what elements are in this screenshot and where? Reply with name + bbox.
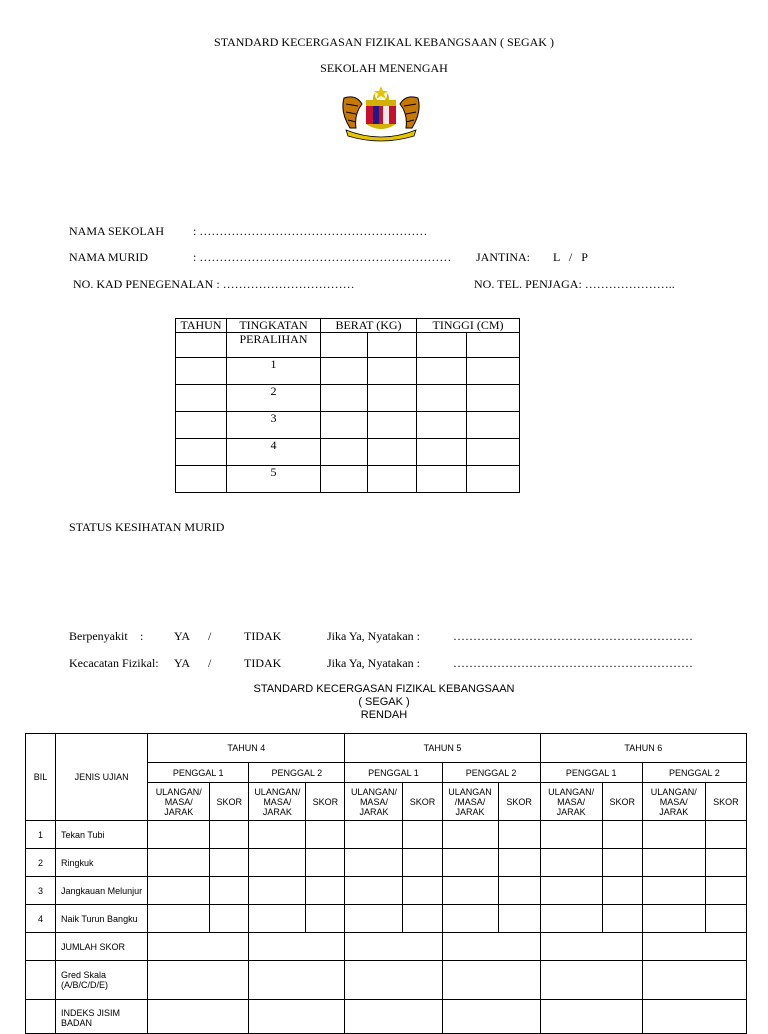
table-cell[interactable]	[442, 961, 540, 1000]
table-cell[interactable]	[642, 877, 705, 905]
table-cell[interactable]	[345, 877, 403, 905]
ulangan-header: ULANGAN /MASA/ JARAK	[442, 783, 498, 821]
table-cell[interactable]	[345, 821, 403, 849]
table-cell[interactable]	[642, 961, 746, 1000]
table-cell[interactable]	[705, 821, 746, 849]
table-cell[interactable]	[403, 905, 442, 933]
table-cell[interactable]	[540, 905, 602, 933]
table-cell[interactable]	[345, 849, 403, 877]
table-cell[interactable]	[705, 905, 746, 933]
table-cell[interactable]	[368, 333, 417, 358]
table-cell[interactable]	[442, 821, 498, 849]
table-row	[26, 877, 747, 905]
skor-header: SKOR	[705, 783, 746, 821]
table-cell[interactable]	[321, 412, 368, 439]
bil-header: BIL	[26, 734, 56, 821]
table-cell[interactable]	[467, 333, 520, 358]
status-heading: STATUS KESIHATAN MURID	[69, 520, 225, 534]
section2-title: STANDARD KECERGASAN FIZIKAL KEBANGSAAN	[253, 683, 515, 695]
bil-cell: 3	[26, 877, 56, 905]
table-cell[interactable]	[705, 849, 746, 877]
skor-header: SKOR	[498, 783, 540, 821]
ulangan-header: ULANGAN/ MASA/ JARAK	[642, 783, 705, 821]
tingkatan-value: 4	[227, 439, 321, 466]
bil-cell: 4	[26, 905, 56, 933]
tinggi-header: TINGGI (CM)	[417, 319, 520, 333]
table-row	[176, 385, 520, 412]
ya-option[interactable]: YA	[174, 629, 191, 643]
indeks-jisim-label: INDEKS JISIM BADAN	[56, 1000, 148, 1034]
table-cell[interactable]	[368, 385, 417, 412]
kad-pengenalan-field[interactable]: NO. KAD PENEGENALAN : ……………………………	[73, 277, 355, 291]
table-row	[176, 358, 520, 385]
section2-subtitle: ( SEGAK )	[358, 696, 410, 708]
tingkatan-value: 5	[227, 466, 321, 493]
table-cell[interactable]	[148, 877, 210, 905]
table-cell[interactable]	[148, 821, 210, 849]
berat-header: BERAT (KG)	[321, 319, 417, 333]
section2-level: RENDAH	[360, 709, 408, 721]
table-row	[176, 412, 520, 439]
tahun4-header: TAHUN 4	[148, 734, 345, 763]
table-cell[interactable]	[249, 905, 306, 933]
table-cell[interactable]	[602, 877, 642, 905]
jantina-label: JANTINA:	[476, 250, 530, 264]
table-cell[interactable]	[540, 849, 602, 877]
table-cell[interactable]	[467, 412, 520, 439]
penggal1-header: PENGGAL 1	[148, 763, 249, 783]
jika-ya-label: Jika Ya, Nyatakan :	[327, 656, 420, 670]
physical-measure-table	[175, 318, 520, 493]
bil-cell: 2	[26, 849, 56, 877]
slash: /	[208, 629, 212, 643]
table-cell[interactable]	[403, 821, 442, 849]
berpenyakit-label: Berpenyakit	[69, 629, 128, 643]
table-cell[interactable]	[210, 821, 249, 849]
test-name: Tekan Tubi	[56, 821, 148, 849]
kecacatan-field[interactable]: ……………………………………………………	[453, 656, 693, 670]
table-cell[interactable]	[368, 412, 417, 439]
table-cell[interactable]	[642, 1000, 746, 1034]
table-cell[interactable]	[321, 439, 368, 466]
table-row	[26, 905, 747, 933]
table-cell[interactable]	[642, 905, 705, 933]
table-cell[interactable]	[210, 905, 249, 933]
table-cell[interactable]	[498, 821, 540, 849]
table-cell[interactable]	[321, 333, 368, 358]
table-cell[interactable]	[540, 877, 602, 905]
table-cell[interactable]	[321, 385, 368, 412]
penggal2-header: PENGGAL 2	[442, 763, 540, 783]
table-row	[176, 466, 520, 493]
table-cell[interactable]	[602, 905, 642, 933]
tingkatan-value: 2	[227, 385, 321, 412]
table-cell[interactable]	[249, 961, 345, 1000]
table-cell[interactable]	[602, 821, 642, 849]
table-row	[26, 933, 747, 961]
table-row	[26, 961, 747, 1000]
table-cell[interactable]	[306, 877, 345, 905]
table-cell[interactable]	[148, 905, 210, 933]
table-cell[interactable]	[345, 961, 442, 1000]
tingkatan-header	[227, 319, 321, 333]
table-row	[26, 821, 747, 849]
peralihan-cell: PERALIHAN	[227, 333, 321, 358]
gred-skala-label: Gred Skala (A/B/C/D/E)	[56, 961, 148, 1000]
table-cell[interactable]	[467, 439, 520, 466]
penggal2-header: PENGGAL 2	[642, 763, 746, 783]
jenis-ujian-header: JENIS UJIAN	[56, 734, 148, 821]
table-cell[interactable]	[249, 877, 306, 905]
table-cell[interactable]	[345, 1000, 442, 1034]
table-cell[interactable]	[345, 933, 442, 961]
tidak-option[interactable]: TIDAK	[244, 629, 282, 643]
table-cell[interactable]	[176, 333, 227, 358]
table-cell[interactable]	[467, 466, 520, 493]
ya-option[interactable]: YA	[174, 656, 191, 670]
table-cell[interactable]	[176, 412, 227, 439]
table-cell[interactable]	[306, 905, 345, 933]
table-cell[interactable]	[403, 877, 442, 905]
page-title: STANDARD KECERGASAN FIZIKAL KEBANGSAAN ( SEGAK )	[214, 35, 554, 49]
table-cell[interactable]	[210, 877, 249, 905]
page-subtitle: SEKOLAH MENENGAH	[320, 61, 448, 75]
table-cell[interactable]	[345, 905, 403, 933]
table-cell[interactable]	[249, 821, 306, 849]
colon: :	[140, 629, 144, 643]
bil-cell: 1	[26, 821, 56, 849]
table-cell[interactable]	[417, 412, 467, 439]
skor-header: SKOR	[403, 783, 442, 821]
table-cell[interactable]	[498, 905, 540, 933]
table-cell[interactable]	[368, 439, 417, 466]
nama-sekolah-field[interactable]: : …………………………………………………	[193, 224, 428, 238]
kecacatan-label: Kecacatan Fizikal:	[69, 656, 159, 670]
table-cell[interactable]	[249, 849, 306, 877]
table-cell[interactable]	[498, 849, 540, 877]
table-row	[26, 1000, 747, 1034]
table-cell[interactable]	[417, 385, 467, 412]
tahun5-header: TAHUN 5	[345, 734, 540, 763]
table-cell[interactable]	[210, 849, 249, 877]
jantina-field[interactable]: L / P	[553, 250, 588, 264]
table-cell[interactable]	[642, 849, 705, 877]
table-cell[interactable]	[249, 1000, 345, 1034]
table-cell[interactable]	[467, 385, 520, 412]
test-name: Jangkauan Melunjur	[56, 877, 148, 905]
ulangan-header: ULANGAN/ MASA/ JARAK	[540, 783, 602, 821]
table-cell[interactable]	[442, 905, 498, 933]
test-name: Naik Turun Bangku	[56, 905, 148, 933]
skor-header: SKOR	[306, 783, 345, 821]
table-cell	[26, 961, 56, 1000]
table-cell	[26, 1000, 56, 1034]
nama-murid-field[interactable]: : ………………………………………………………	[193, 250, 452, 264]
table-cell[interactable]	[540, 961, 642, 1000]
table-row	[26, 849, 747, 877]
skor-header: SKOR	[210, 783, 249, 821]
table-cell[interactable]	[642, 933, 746, 961]
table-cell[interactable]	[368, 466, 417, 493]
table-cell[interactable]	[306, 849, 345, 877]
berpenyakit-field[interactable]: ……………………………………………………	[453, 629, 693, 643]
ulangan-header: ULANGAN/ MASA/ JARAK	[345, 783, 403, 821]
segak-score-table	[25, 733, 747, 1034]
table-cell[interactable]	[642, 821, 705, 849]
table-cell[interactable]	[540, 821, 602, 849]
table-cell[interactable]	[249, 933, 345, 961]
table-cell[interactable]	[417, 358, 467, 385]
table-cell[interactable]	[321, 358, 368, 385]
table-cell[interactable]	[498, 877, 540, 905]
table-cell[interactable]	[321, 466, 368, 493]
table-cell[interactable]	[368, 358, 417, 385]
table-cell[interactable]	[417, 466, 467, 493]
tahun6-header: TAHUN 6	[540, 734, 746, 763]
tel-penjaga-field[interactable]: NO. TEL. PENJAGA: …………………..	[474, 277, 675, 291]
tahun-header: TAHUN	[176, 319, 227, 333]
penggal1-header: PENGGAL 1	[345, 763, 442, 783]
penggal2-header: PENGGAL 2	[249, 763, 345, 783]
table-cell[interactable]	[176, 466, 227, 493]
ulangan-header: ULANGAN/ MASA/ JARAK	[249, 783, 306, 821]
table-cell[interactable]	[148, 961, 249, 1000]
table-cell[interactable]	[403, 849, 442, 877]
table-cell[interactable]	[148, 1000, 249, 1034]
jika-ya-label: Jika Ya, Nyatakan :	[327, 629, 420, 643]
nama-sekolah-label: NAMA SEKOLAH	[69, 224, 165, 238]
ulangan-header: ULANGAN/ MASA/ JARAK	[148, 783, 210, 821]
table-cell[interactable]	[176, 358, 227, 385]
nama-murid-label: NAMA MURID	[69, 250, 149, 264]
skor-header: SKOR	[602, 783, 642, 821]
table-cell[interactable]	[176, 385, 227, 412]
table-cell[interactable]	[306, 821, 345, 849]
table-cell[interactable]	[540, 933, 642, 961]
penggal1-header: PENGGAL 1	[540, 763, 642, 783]
table-cell[interactable]	[442, 849, 498, 877]
jumlah-skor-label: JUMLAH SKOR	[56, 933, 148, 961]
tingkatan-label: TINGKATAN	[239, 318, 308, 332]
tingkatan-value: 3	[227, 412, 321, 439]
table-cell[interactable]	[602, 849, 642, 877]
table-cell[interactable]	[176, 439, 227, 466]
tidak-option[interactable]: TIDAK	[244, 656, 282, 670]
slash: /	[208, 656, 212, 670]
table-cell[interactable]	[705, 877, 746, 905]
table-cell[interactable]	[442, 1000, 540, 1034]
table-cell[interactable]	[417, 439, 467, 466]
table-cell[interactable]	[442, 877, 498, 905]
table-cell[interactable]	[148, 933, 249, 961]
table-cell	[26, 933, 56, 961]
test-name: Ringkuk	[56, 849, 148, 877]
table-row	[176, 439, 520, 466]
table-cell[interactable]	[540, 1000, 642, 1034]
table-cell[interactable]	[148, 849, 210, 877]
table-cell[interactable]	[417, 333, 467, 358]
table-cell[interactable]	[467, 358, 520, 385]
table-cell[interactable]	[442, 933, 540, 961]
tingkatan-value: 1	[227, 358, 321, 385]
coat-of-arms-emblem	[336, 84, 426, 144]
